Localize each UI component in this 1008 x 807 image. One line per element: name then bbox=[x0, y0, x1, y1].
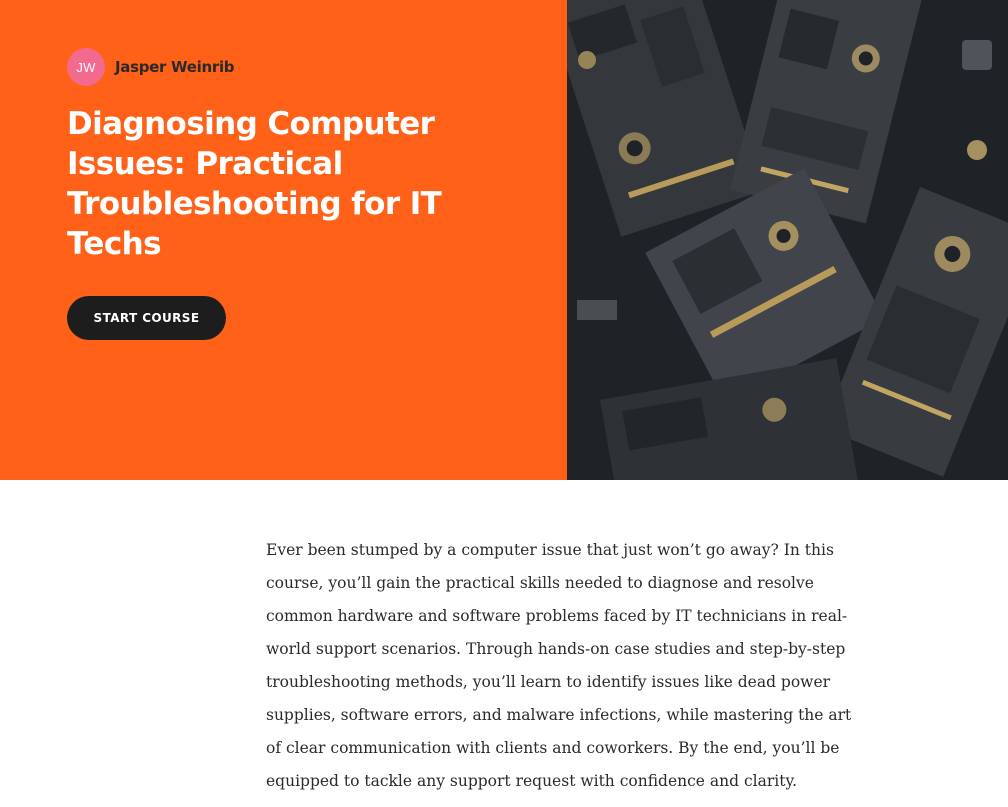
course-description: Ever been stumped by a computer issue that just won’t go away? In this course, you’ll gain the practical skills needed to diagnose and resolve common hardware and software problems faced by IT technicians in real-world support scenarios. Through hands-on case studies and step-by-step troubleshooting methods, you’ll learn to identify issues like dead power supplies, software errors, and malware infections, while mastering the art of clear communication with clients and coworkers. By the end, you’ll be equipped to tackle any support request with confidence and clarity. bbox=[266, 541, 852, 790]
course-title: Diagnosing Computer Issues: Practical Troubleshooting for IT Techs bbox=[67, 106, 442, 262]
start-course-button[interactable]: START COURSE bbox=[67, 296, 226, 340]
author-avatar: JW bbox=[67, 48, 105, 86]
circuit-boards-photo bbox=[567, 0, 1008, 480]
hero-image bbox=[567, 0, 1008, 480]
author-name[interactable]: Jasper Weinrib bbox=[115, 58, 235, 76]
author-info bbox=[67, 48, 234, 86]
